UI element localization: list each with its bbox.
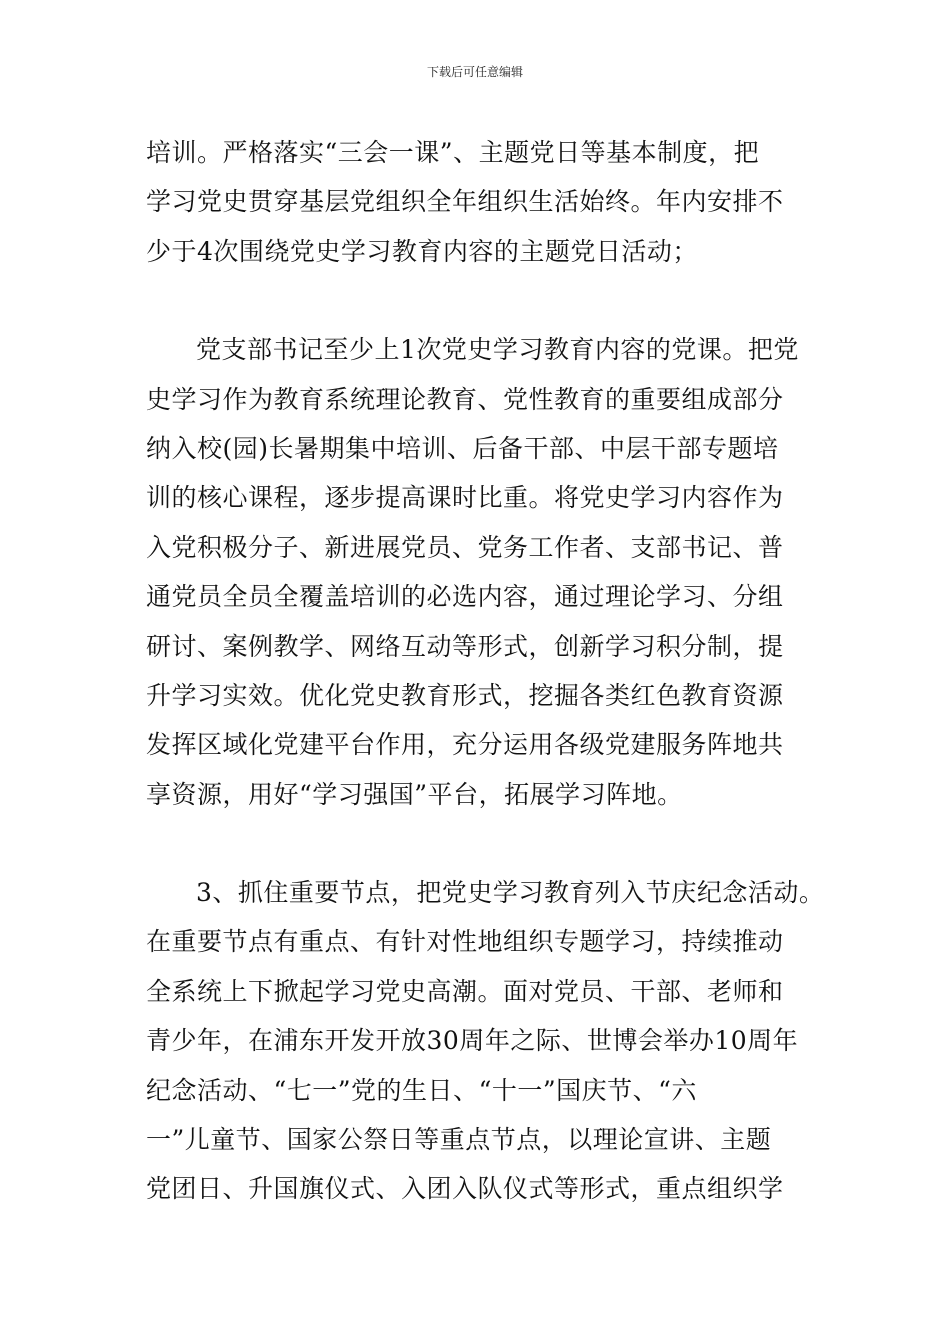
text-line: 通党员全员全覆盖培训的必选内容，通过理论学习、分组 [146, 582, 784, 612]
text-line: 一”儿童节、国家公祭日等重点节点，以理论宣讲、主题 [146, 1125, 772, 1155]
text-line: 少于4次围绕党史学习教育内容的主题党日活动； [146, 236, 698, 266]
text-line: 全系统上下掀起学习党史高潮。面对党员、干部、老师和 [146, 976, 784, 1006]
text-line: 训的核心课程，逐步提高课时比重。将党史学习内容作为 [146, 483, 784, 513]
text-line: 纪念活动、“七一”党的生日、“十一”国庆节、“六 [146, 1075, 697, 1105]
text-line: 培训。严格落实“三会一课”、主题党日等基本制度，把 [146, 138, 760, 167]
text-line: 党支部书记至少上1次党史学习教育内容的党课。把党 [196, 335, 799, 365]
text-line: 学习党史贯穿基层党组织全年组织生活始终。年内安排不 [146, 187, 784, 217]
paragraph-2 [146, 325, 836, 819]
text-line: 研讨、案例教学、网络互动等形式，创新学习积分制，提 [146, 631, 784, 661]
text-line: 在重要节点有重点、有针对性地组织专题学习，持续推动 [146, 927, 784, 957]
paragraph-gap [146, 819, 836, 868]
page-header: 下载后可任意编辑 [426, 65, 523, 79]
text-line: 发挥区域化党建平台作用，充分运用各级党建服务阵地共 [146, 730, 784, 760]
text-line: 入党积极分子、新进展党员、党务工作者、支部书记、普 [146, 532, 784, 562]
text-line: 升学习实效。优化党史教育形式，挖掘各类红色教育资源 [146, 680, 784, 710]
paragraph-1 [146, 128, 836, 276]
paragraph-gap [146, 276, 836, 325]
text-line: 3、抓住重要节点，把党史学习教育列入节庆纪念活动。 [196, 878, 825, 908]
text-line: 享资源，用好“学习强国”平台，拓展学习阵地。 [146, 779, 683, 809]
text-line: 史学习作为教育系统理论教育、党性教育的重要组成部分 [146, 384, 784, 414]
text-line: 党团日、升国旗仪式、入团入队仪式等形式，重点组织学 [146, 1174, 784, 1204]
paragraph-3 [146, 868, 836, 1214]
text-line: 青少年，在浦东开发开放30周年之际、世博会举办10周年 [146, 1026, 799, 1056]
document-body [146, 128, 836, 1214]
text-line: 纳入校(园)长暑期集中培训、后备干部、中层干部专题培 [146, 433, 779, 463]
